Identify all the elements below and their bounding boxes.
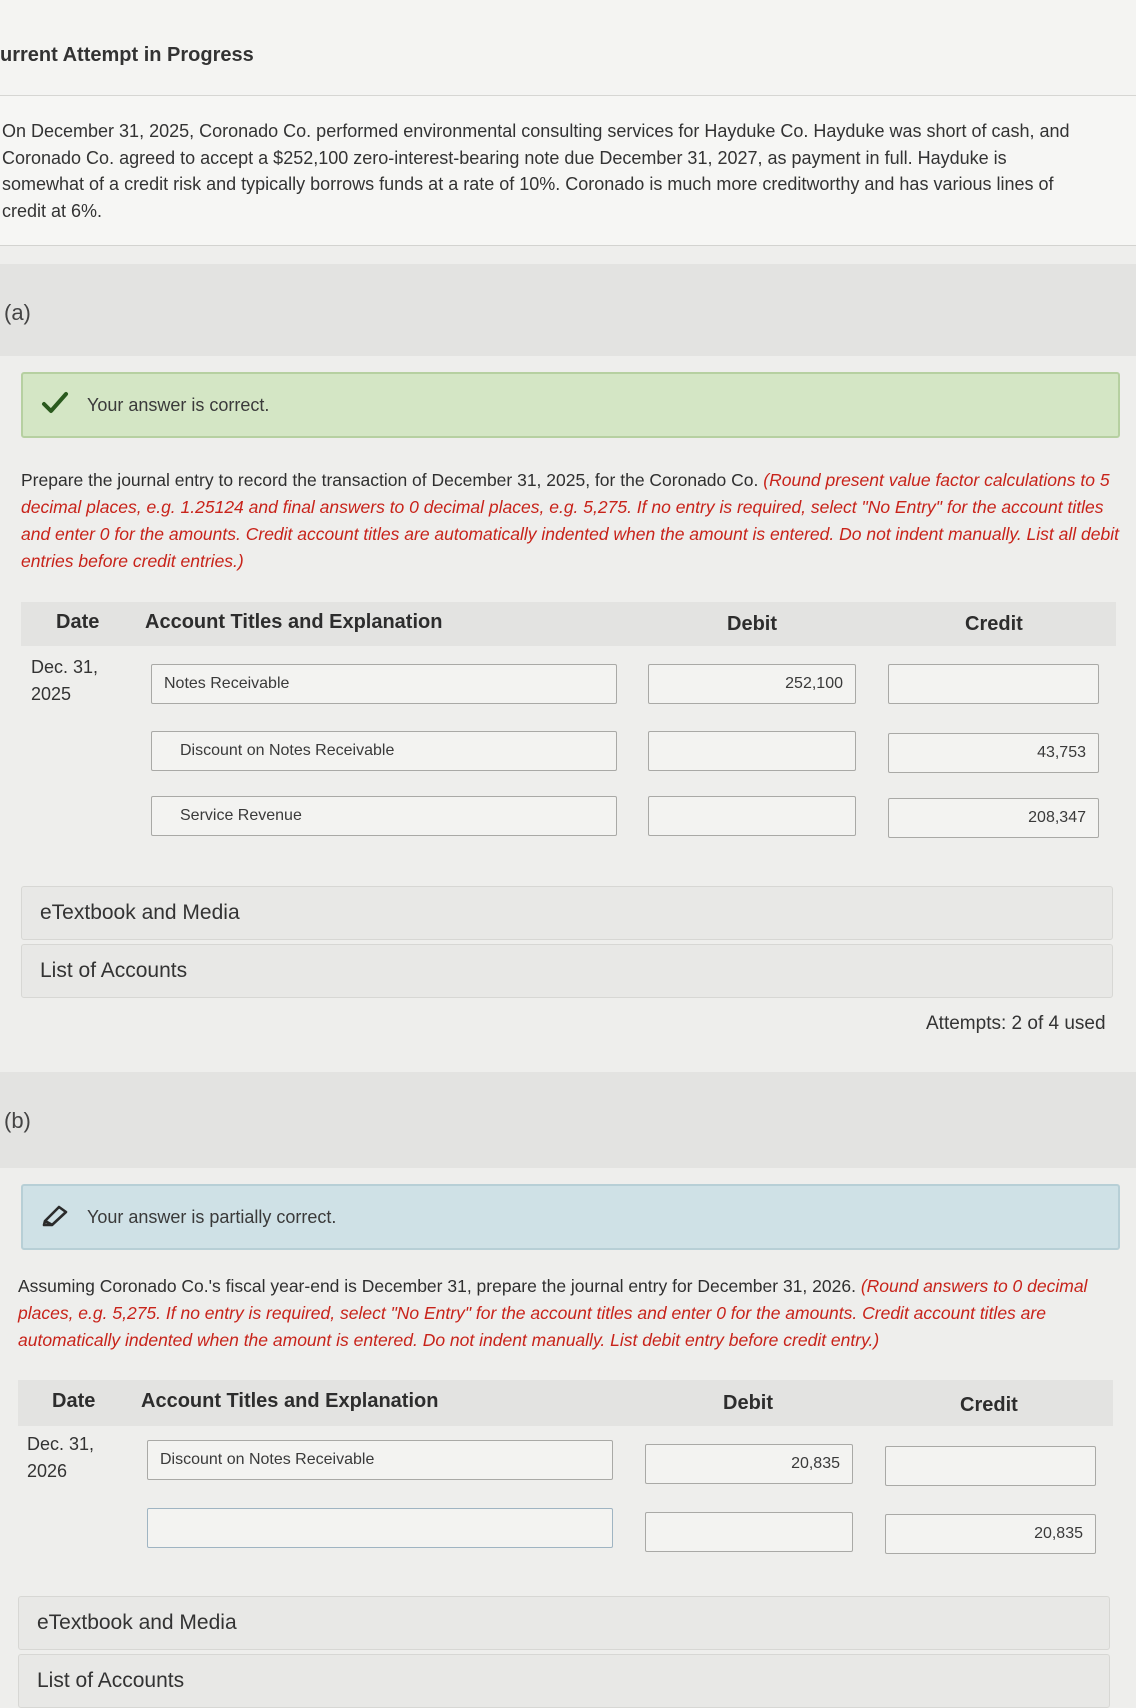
debit-input[interactable] — [648, 796, 856, 836]
credit-input[interactable] — [885, 1446, 1096, 1486]
entry-date-line: Dec. 31, — [27, 1434, 95, 1454]
entry-date — [31, 654, 98, 708]
part-b-band — [0, 1072, 1136, 1168]
account-column-header: Account Titles and Explanation — [145, 611, 443, 633]
etextbook-panel[interactable]: eTextbook and Media — [21, 886, 1113, 940]
part-a-label: (a) — [4, 300, 31, 325]
part-b-instruction-text: Assuming Coronado Co.'s fiscal year-end is December 31, prepare the journal entry for December 31, 2026. — [18, 1276, 856, 1296]
part-a-status-banner — [21, 372, 1120, 438]
check-icon — [41, 390, 69, 421]
etextbook-panel[interactable]: eTextbook and Media — [18, 1596, 1110, 1650]
debit-input[interactable] — [648, 731, 856, 771]
attempt-title: urrent Attempt in Progress — [0, 44, 254, 66]
date-column-header: Date — [56, 611, 100, 633]
debit-column-header: Debit — [723, 1392, 773, 1414]
account-title-input[interactable]: Discount on Notes Receivable — [147, 1440, 613, 1480]
part-a-status-text: Your answer is correct. — [87, 395, 270, 415]
part-b-instruction-note: (Round answers to 0 decimal places, e.g. 5,275. If no entry is required, select "No Entry" for the account titles and enter 0 for the amounts. Credit account titles are automatically indented when the amount is entered. Do not indent manually. List debit entry before credit entry.) — [18, 1276, 1088, 1350]
entry-date-line: 2026 — [27, 1461, 68, 1481]
account-title-input[interactable]: Discount on Notes Receivable — [151, 731, 617, 771]
part-a-instruction-text: Prepare the journal entry to record the transaction of December 31, 2025, for the Coronado Co. — [21, 470, 759, 490]
debit-input[interactable]: 20,835 — [645, 1444, 853, 1484]
problem-line: Coronado Co. agreed to accept a $252,100 zero-interest-bearing note due December 31, 2027, as payment in full. Hayduke is — [2, 147, 1007, 168]
part-b-instructions — [18, 1273, 1118, 1354]
entry-date-line: 2025 — [31, 684, 72, 704]
debit-input[interactable]: 252,100 — [648, 664, 856, 704]
problem-line: credit at 6%. — [2, 200, 103, 221]
part-a-instruction-note: (Round present value factor calculations to 5 decimal places, e.g. 1.25124 and final answers to 0 decimal places, e.g. 5,275. If no entry is required, select "No Entry" for the account titles and enter 0 for the amounts. Credit account titles are automatically indented when the amount is entered. Do not indent manually. List all debit entries before credit entries.) — [21, 470, 1119, 571]
attempts-counter: Attempts: 2 of 4 used — [926, 1013, 1106, 1034]
part-a-instructions — [21, 467, 1121, 575]
credit-input[interactable] — [888, 664, 1099, 704]
account-title-input[interactable] — [147, 1508, 613, 1548]
problem-line: On December 31, 2025, Coronado Co. performed environmental consulting services for Hayduke Co. Hayduke was short of cash, and — [2, 121, 1070, 141]
debit-column-header: Debit — [727, 613, 777, 635]
account-title-input[interactable]: Service Revenue — [151, 796, 617, 836]
entry-date-line: Dec. 31, — [31, 657, 99, 677]
part-a-band — [0, 264, 1136, 356]
problem-line: somewhat of a credit risk and typically borrows funds at a rate of 10%. Coronado is much more creditworthy and has various lines of — [2, 174, 1054, 194]
part-b-label: (b) — [4, 1108, 31, 1133]
part-b-status-text: Your answer is partially correct. — [87, 1207, 337, 1227]
credit-input[interactable]: 208,347 — [888, 798, 1099, 838]
pencil-icon — [41, 1203, 71, 1232]
account-title-input[interactable]: Notes Receivable — [151, 664, 617, 704]
debit-input[interactable] — [645, 1512, 853, 1552]
credit-column-header: Credit — [965, 613, 1023, 635]
credit-input[interactable]: 20,835 — [885, 1514, 1096, 1554]
account-column-header: Account Titles and Explanation — [141, 1390, 439, 1412]
entry-date — [27, 1431, 94, 1485]
date-column-header: Date — [52, 1390, 96, 1412]
credit-input[interactable]: 43,753 — [888, 733, 1099, 773]
problem-statement — [2, 118, 1130, 224]
part-b-status-banner — [21, 1184, 1120, 1250]
list-of-accounts-panel[interactable]: List of Accounts — [21, 944, 1113, 998]
list-of-accounts-panel[interactable]: List of Accounts — [18, 1654, 1110, 1708]
credit-column-header: Credit — [960, 1394, 1018, 1416]
